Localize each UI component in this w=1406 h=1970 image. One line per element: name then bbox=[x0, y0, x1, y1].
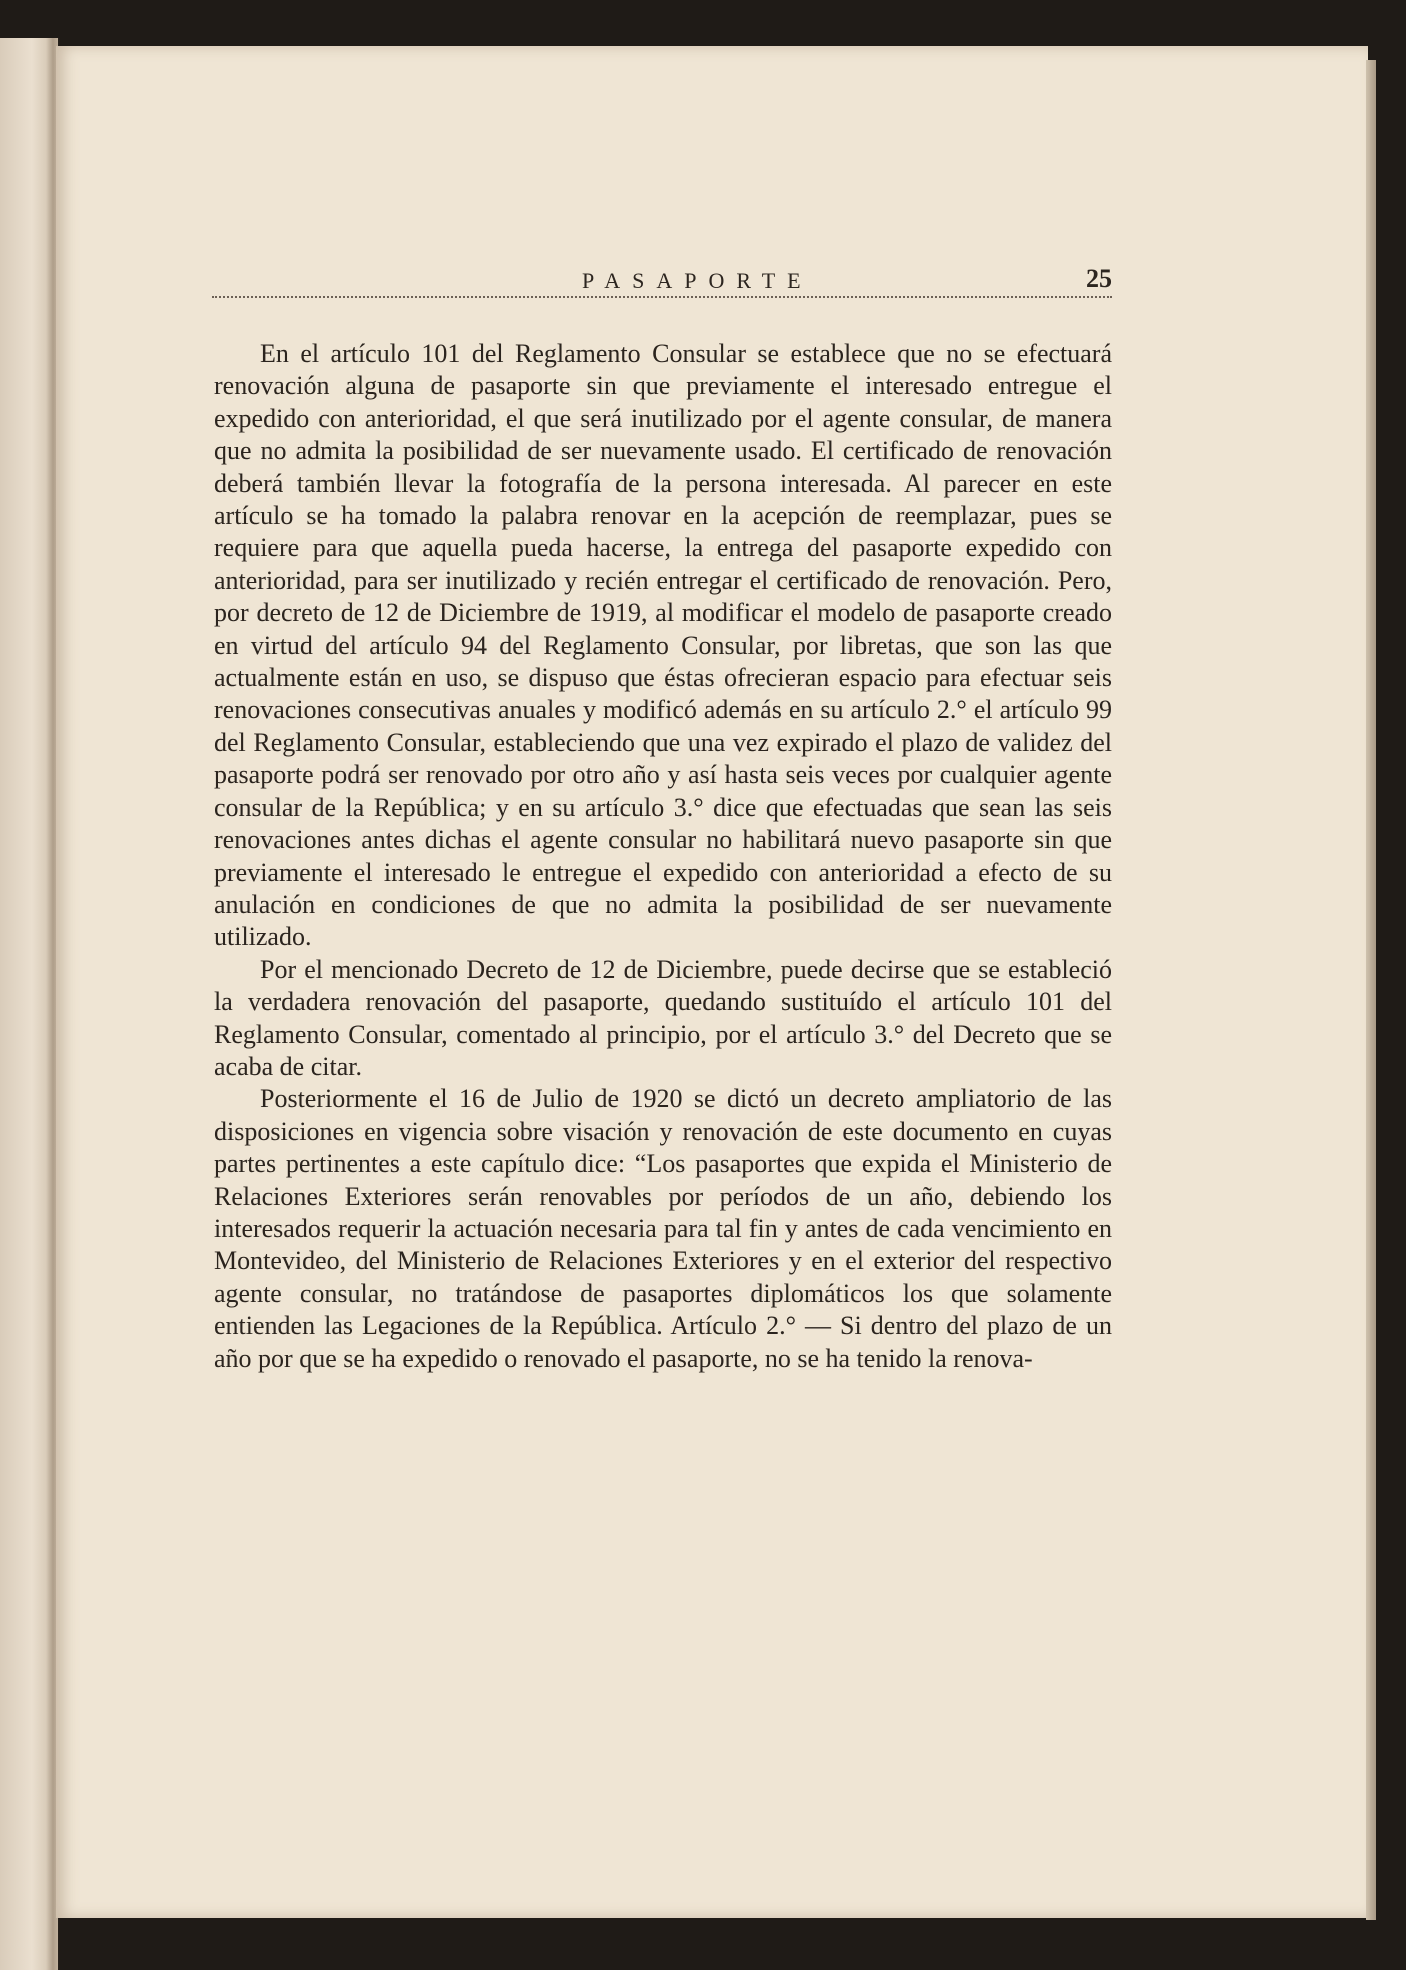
paragraph: Por el mencionado Decreto de 12 de Diciembre, puede decirse que se estableció la verdadera renovación del pasaporte, quedando sustituído el artículo 101 del Reglamento Consular, comentado al principio, por el artículo 3.° del Decreto que se acaba de citar. bbox=[214, 954, 1112, 1081]
dotted-rule bbox=[212, 296, 1112, 298]
paragraph: En el artículo 101 del Reglamento Consular se establece que no se efectuará renovación alguna de pasaporte sin que previamente el interesado entregue el expedido con anterioridad, el que será inutilizado por el agente consular, de manera que no admita la posibilidad de ser nuevamente usado. El certificado de renovación deberá también llevar la fotografía de la persona interesada. Al parecer en este artículo se ha tomado la palabra renovar en la acepción de reemplazar, pues se requiere para que aquella pueda hacerse, la entrega del pasaporte expedido con anterioridad, para ser inutilizado y recién entregar el certificado de renovación. Pero, por decreto de 12 de Diciembre de 1919, al modificar el modelo de pasaporte creado en virtud del artículo 94 del Reglamento Consular, por libretas, que son las que actualmente están en uso, se dispuso que éstas ofrecieran espacio para efectuar seis renovaciones consecutivas anuales y modificó además en su artículo 2.° el artículo 99 del Reglamento Consular, estableciendo que una vez expirado el plazo de validez del pasaporte podrá ser renovado por otro año y así hasta seis veces por cualquier agente consular de la República; y en su artículo 3.° dice que efectuadas que sean las seis renovaciones antes dichas el agente consular no habilitará nuevo pasaporte sin que previamente el interesado le entregue el expedido con anterioridad a efecto de su anulación en condiciones de que no admita la posibilidad de ser nuevamente utilizado. bbox=[214, 339, 1112, 952]
page-number: 25 bbox=[1086, 264, 1112, 293]
paragraph: Posteriormente el 16 de Julio de 1920 se dictó un decreto ampliatorio de las disposiciones en vigencia sobre visación y renovación de este documento en cuyas partes pertinentes a este capítulo dice: “Los pasaportes que expida el Ministerio de Relaciones Exteriores serán renovables por períodos de un año, debiendo los interesados requerir la actuación necesaria para tal fin y antes de cada vencimiento en Montevideo, del Ministerio de Relaciones Exteriores y en el exterior del respectivo agente consular, no tratándose de pasaportes diplomáticos los que solamente entienden las Legaciones de la República. Artículo 2.° — Si dentro del plazo de un año por que se ha expedido o renovado el pasaporte, no se ha tenido la renova- bbox=[214, 1084, 1112, 1373]
running-header bbox=[212, 200, 1112, 293]
page-right-edge bbox=[1366, 60, 1376, 1920]
body-text bbox=[214, 338, 1112, 1375]
running-title: PASAPORTE bbox=[582, 268, 813, 293]
